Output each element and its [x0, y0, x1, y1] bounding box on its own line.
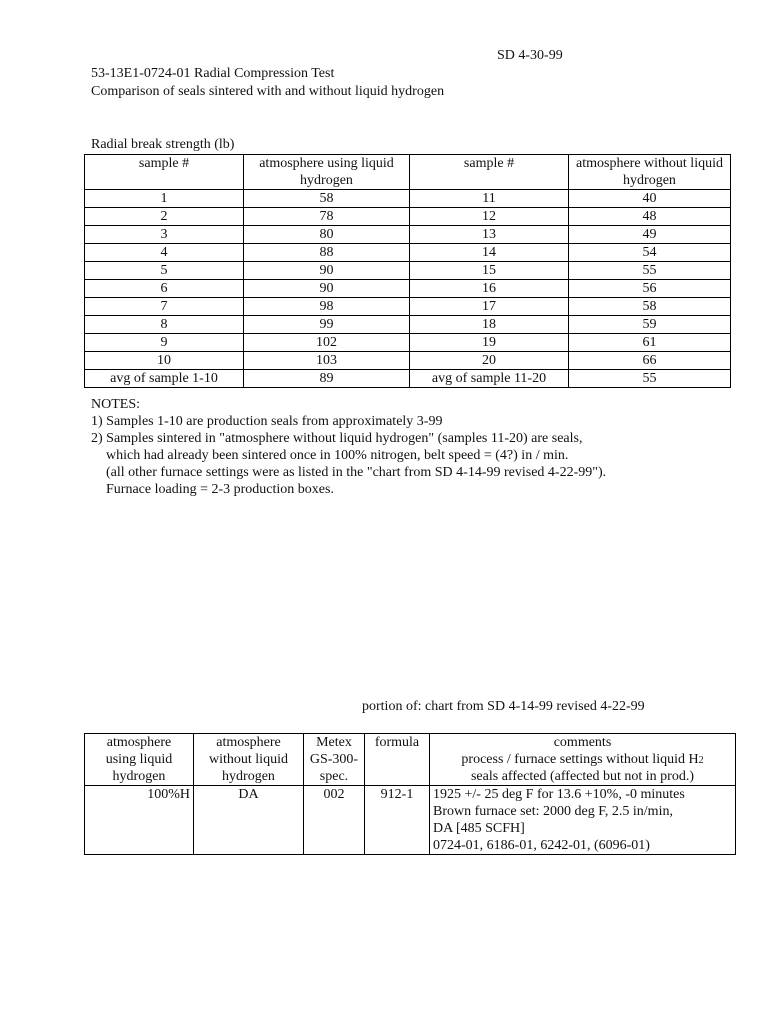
document-reference: SD 4-30-99 — [497, 48, 563, 63]
table-cell: 1 — [85, 190, 244, 208]
table-cell: 2 — [85, 208, 244, 226]
table-cell: 102 — [244, 334, 410, 352]
table-row — [85, 316, 731, 334]
table-cell: 49 — [569, 226, 731, 244]
table-cell: 5 — [85, 262, 244, 280]
table-row — [85, 352, 731, 370]
table2-header-formula: formula — [365, 734, 430, 786]
document-title: 53-13E1-0724-01 Radial Compression Test — [91, 66, 335, 81]
radial-break-strength-table — [84, 154, 731, 388]
table-cell: 15 — [410, 262, 569, 280]
table-cell: 58 — [569, 298, 731, 316]
table1-caption: Radial break strength (lb) — [91, 137, 235, 152]
table-cell-with-hydrogen: 100%H — [85, 786, 194, 855]
table-cell-without-hydrogen: DA — [194, 786, 304, 855]
note-2-line-4: Furnace loading = 2-3 production boxes. — [106, 482, 334, 497]
table-cell: 8 — [85, 316, 244, 334]
table-cell: 66 — [569, 352, 731, 370]
table1-average-row — [85, 370, 731, 388]
note-1: 1) Samples 1-10 are production seals from approximately 3-99 — [91, 414, 443, 429]
table-cell: 16 — [410, 280, 569, 298]
table-row — [85, 190, 731, 208]
furnace-settings-table — [84, 733, 736, 855]
table-cell: 56 — [569, 280, 731, 298]
table-cell: 90 — [244, 262, 410, 280]
table-row — [85, 786, 736, 855]
table-cell: 78 — [244, 208, 410, 226]
table-row — [85, 280, 731, 298]
subscript-two: 2 — [698, 755, 704, 766]
table-cell: 90 — [244, 280, 410, 298]
table-cell: 18 — [410, 316, 569, 334]
table-cell: 20 — [410, 352, 569, 370]
table-cell: 58 — [244, 190, 410, 208]
table-cell-formula: 912-1 — [365, 786, 430, 855]
table-cell: 98 — [244, 298, 410, 316]
table-row — [85, 334, 731, 352]
table-cell: 4 — [85, 244, 244, 262]
table-cell: 7 — [85, 298, 244, 316]
table2-header-comments: comments process / furnace settings without liquid H2 seals affected (affected but not in prod.) — [430, 734, 736, 786]
table-cell: 103 — [244, 352, 410, 370]
table-cell: 99 — [244, 316, 410, 334]
table1-header-without-hydrogen: atmosphere without liquid hydrogen — [569, 155, 731, 190]
table2-caption: portion of: chart from SD 4-14-99 revised 4-22-99 — [362, 699, 645, 714]
table-row — [85, 262, 731, 280]
table-cell: 13 — [410, 226, 569, 244]
table-cell: 48 — [569, 208, 731, 226]
average-label-without-hydrogen: avg of sample 11-20 — [410, 370, 569, 388]
average-value-without-hydrogen: 55 — [569, 370, 731, 388]
table2-header-with-hydrogen: atmosphere using liquid hydrogen — [85, 734, 194, 786]
table-cell-metex-spec: 002 — [304, 786, 365, 855]
table-cell: 17 — [410, 298, 569, 316]
table-cell: 59 — [569, 316, 731, 334]
table2-header-without-hydrogen: atmosphere without liquid hydrogen — [194, 734, 304, 786]
table-cell: 9 — [85, 334, 244, 352]
note-2-line-1: 2) Samples sintered in "atmosphere without liquid hydrogen" (samples 11-20) are seals, — [91, 431, 583, 446]
document-subtitle: Comparison of seals sintered with and without liquid hydrogen — [91, 84, 445, 99]
table-row — [85, 226, 731, 244]
table2-header-row — [85, 734, 736, 786]
table-cell: 14 — [410, 244, 569, 262]
average-label-with-hydrogen: avg of sample 1-10 — [85, 370, 244, 388]
table-cell-comments: 1925 +/- 25 deg F for 13.6 +10%, -0 minutes Brown furnace set: 2000 deg F, 2.5 in/min, DA [485 SCFH] 0724-01, 6186-01, 6242-01, (6096-01) — [430, 786, 736, 855]
note-2-line-3: (all other furnace settings were as listed in the "chart from SD 4-14-99 revised 4-22-99"). — [106, 465, 607, 480]
table-row — [85, 244, 731, 262]
table-cell: 6 — [85, 280, 244, 298]
table-cell: 3 — [85, 226, 244, 244]
table-cell: 54 — [569, 244, 731, 262]
table-cell: 19 — [410, 334, 569, 352]
table1-header-with-hydrogen: atmosphere using liquid hydrogen — [244, 155, 410, 190]
table-cell: 11 — [410, 190, 569, 208]
notes-section — [91, 396, 606, 498]
table-cell: 40 — [569, 190, 731, 208]
table-row — [85, 298, 731, 316]
note-2-line-2: which had already been sintered once in 100% nitrogen, belt speed = (4?) in / min. — [106, 448, 569, 463]
table-cell: 80 — [244, 226, 410, 244]
table-cell: 10 — [85, 352, 244, 370]
notes-heading: NOTES: — [91, 397, 140, 412]
table2-header-metex-spec: Metex GS-300- spec. — [304, 734, 365, 786]
table-cell: 88 — [244, 244, 410, 262]
table1-header-sample-a: sample # — [85, 155, 244, 190]
table-cell: 55 — [569, 262, 731, 280]
table1-header-row — [85, 155, 731, 190]
table-row — [85, 208, 731, 226]
average-value-with-hydrogen: 89 — [244, 370, 410, 388]
table-cell: 12 — [410, 208, 569, 226]
table1-header-sample-b: sample # — [410, 155, 569, 190]
table-cell: 61 — [569, 334, 731, 352]
